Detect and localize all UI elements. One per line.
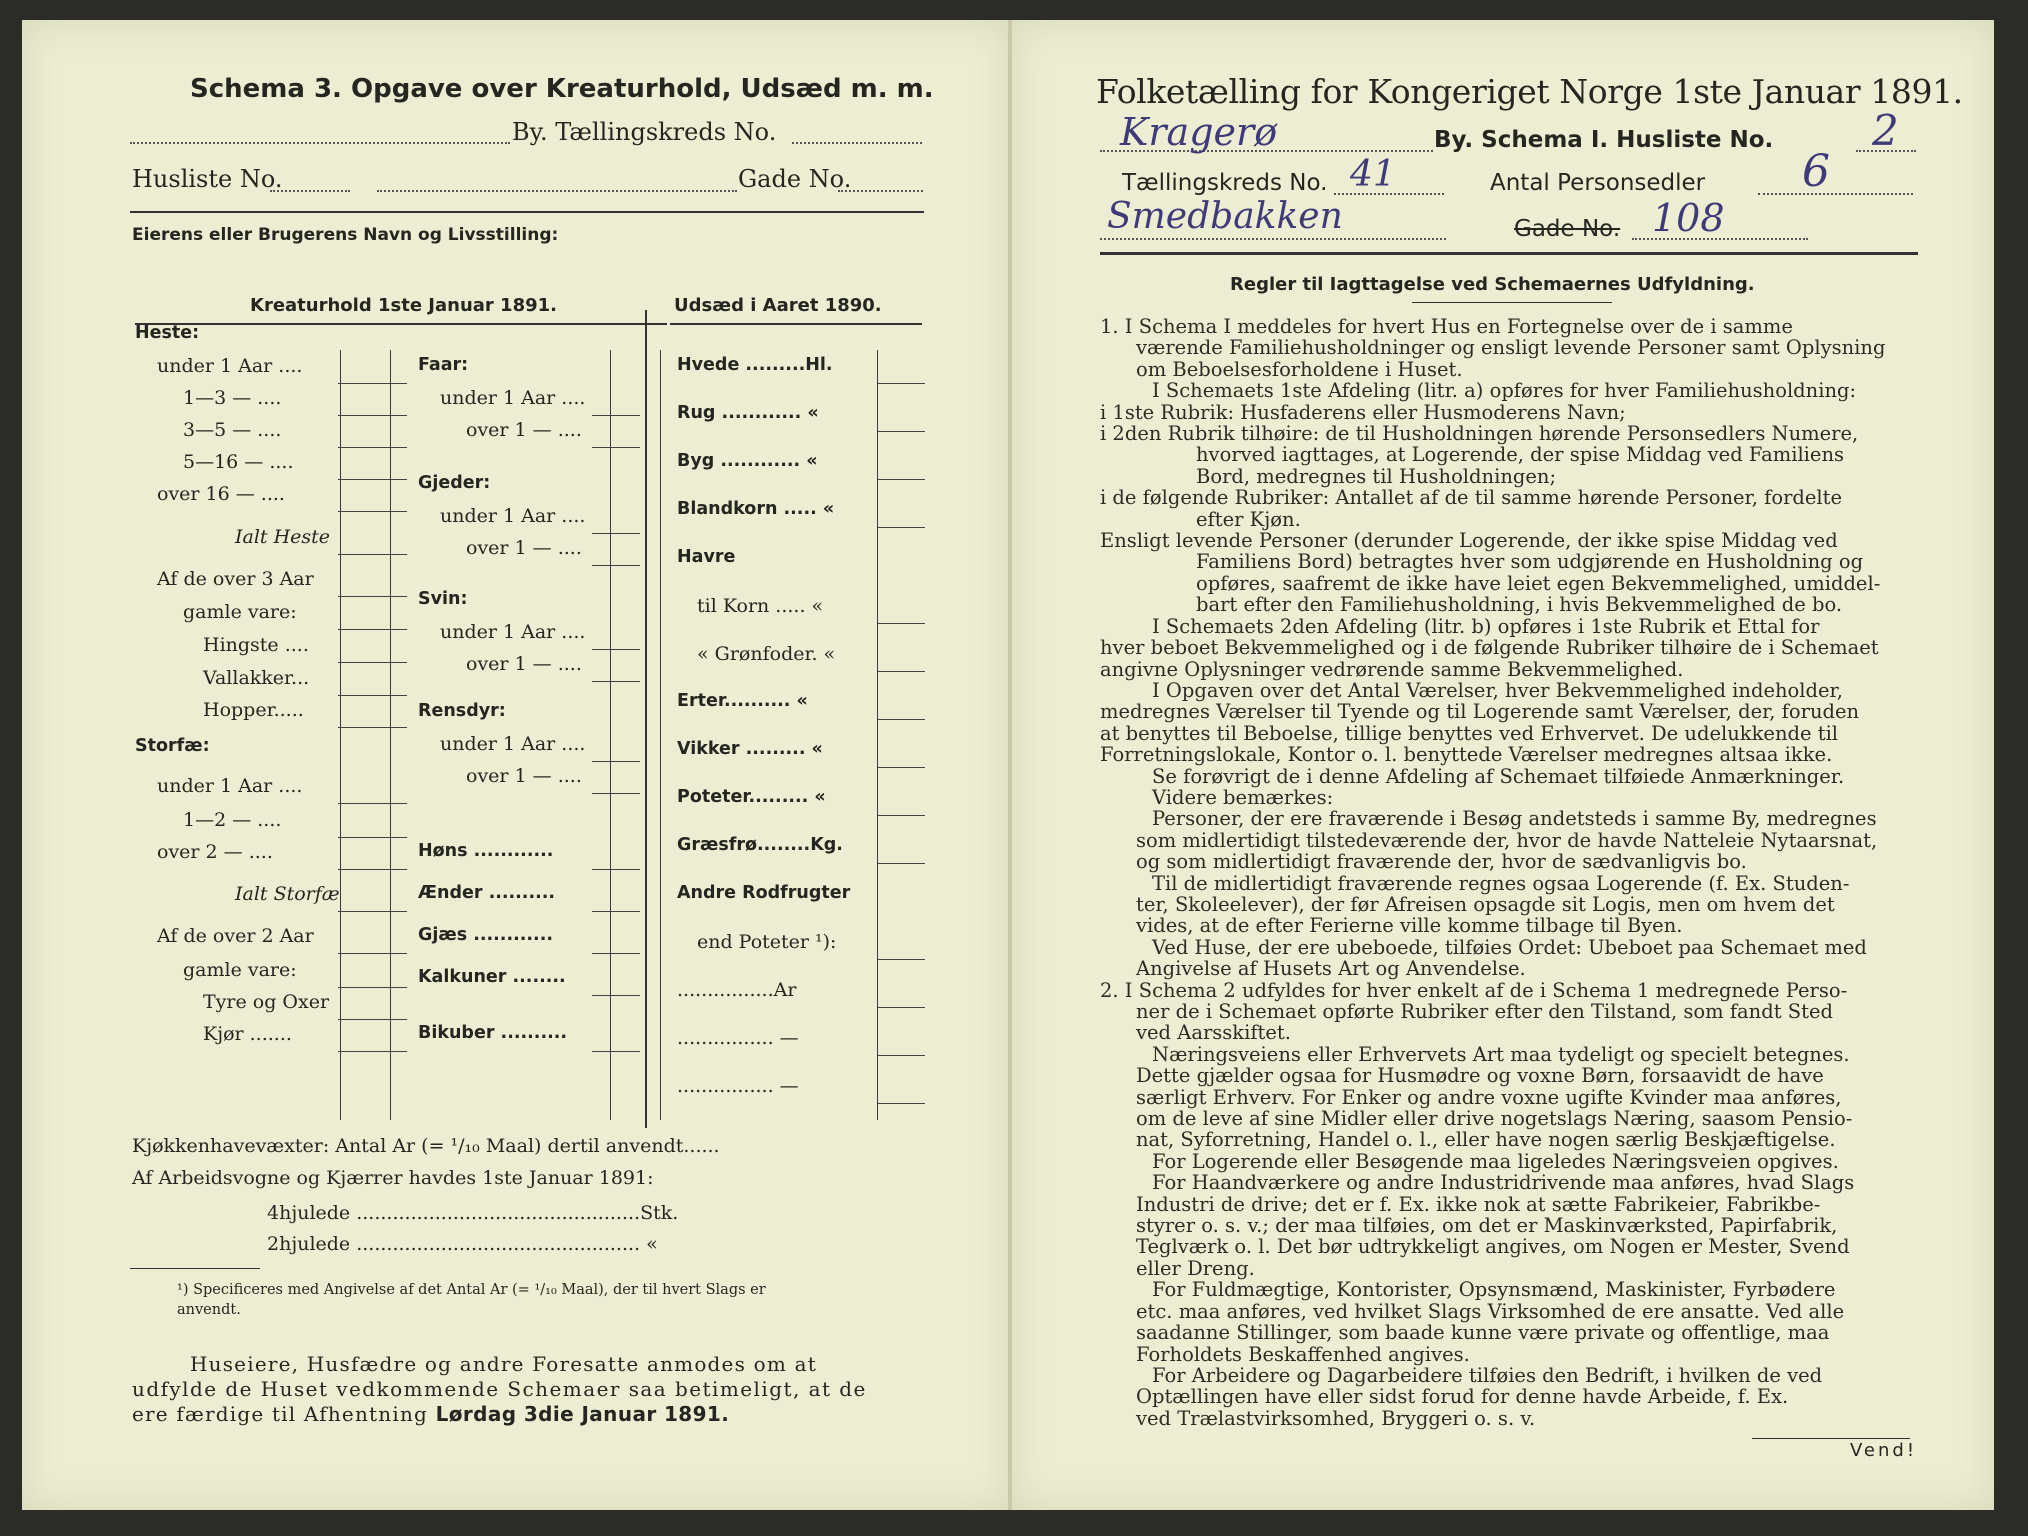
rule-line: For Fuldmægtige, Kontorister, Opsynsmænd, Maskinister, Fyrbødere [1152, 1278, 1836, 1302]
col1-label: Ialt Storfæ [235, 883, 340, 905]
col1-entry-blank [382, 511, 407, 512]
col3-label: Erter.......... « [677, 691, 808, 711]
col3-entry-blank [877, 959, 925, 960]
col3-label: « Grønfoder. « [697, 643, 836, 665]
rule-line: vides, at de efter Ferierne ville komme tilbage til Byen. [1136, 914, 1683, 938]
column-separator [390, 350, 391, 1120]
col2-label: under 1 Aar .... [440, 387, 586, 409]
taellingskreds-field-line [792, 142, 922, 144]
by-taellingskreds-label: By. Tællingskreds No. [512, 118, 777, 146]
closing-line-1: Huseiere, Husfædre og andre Foresatte anmodes om at [190, 1352, 817, 1376]
col2-label: Kalkuner ........ [418, 967, 566, 987]
col2-label: Bikuber .......... [418, 1023, 568, 1043]
col2-label: under 1 Aar .... [440, 505, 586, 527]
col1-entry-blank [382, 1051, 407, 1052]
col2-label: Svin: [418, 589, 468, 609]
table-divider [645, 310, 647, 1128]
col2-entry-blank [592, 649, 640, 650]
antal-field-line [1758, 193, 1913, 195]
rule-line: ved Trælastvirksomhed, Bryggeri o. s. v. [1136, 1406, 1536, 1430]
rule-line: I Schemaets 2den Afdeling (litr. b) opføres i 1ste Rubrik et Ettal for [1152, 614, 1820, 638]
regler-underline [1412, 302, 1612, 303]
col3-label: til Korn ..... « [697, 595, 824, 617]
udsaed-header: Udsæd i Aaret 1890. [674, 295, 882, 316]
street-field-line [377, 190, 737, 192]
handwritten-by: Kragerø [1120, 110, 1278, 154]
col1-entry-blank [338, 662, 383, 663]
header-rule [1100, 252, 1918, 255]
col1-entry-blank [382, 554, 407, 555]
gade-field-line [1100, 238, 1446, 240]
col1-label: Ialt Heste [235, 526, 331, 548]
col1-entry-blank [338, 727, 383, 728]
column-separator [660, 350, 661, 1120]
col1-entry-blank [338, 1019, 383, 1020]
footnote-line-1: ¹) Specificeres med Angivelse af det Antal Ar (= ¹/₁₀ Maal), der til hvert Slags er [177, 1282, 766, 1298]
col1-label: over 16 — .... [157, 483, 285, 505]
col1-label: Tyre og Oxer [203, 991, 330, 1013]
col1-label: 5—16 — .... [183, 451, 294, 473]
rule-line: Til de midlertidigt fraværende regnes ogsaa Logerende (f. Ex. Studen- [1152, 871, 1850, 895]
rule-line: som midlertidigt tilstedeværende der, hvor de havde Natteleie Nytaarsnat, [1136, 828, 1878, 852]
col3-entry-blank [877, 1103, 925, 1104]
closing-line-2: udfylde de Huset vedkommende Schemaer saa betimeligt, at de [132, 1377, 867, 1401]
rule-line: eller Dreng. [1136, 1256, 1255, 1280]
col3-label: Blandkorn ..... « [677, 499, 835, 519]
kreaturhold-underline [135, 323, 667, 325]
col3-entry-blank [877, 623, 925, 624]
col1-entry-blank [338, 554, 383, 555]
col1-label: Kjør ....... [203, 1023, 292, 1045]
col1-entry-blank [338, 511, 383, 512]
rule-line: Se forøvrigt de i denne Afdeling af Schemaet tilføiede Anmærkninger. [1152, 764, 1845, 788]
col2-entry-blank [592, 447, 640, 448]
rule-line: 1. I Schema I meddeles for hvert Hus en Fortegnelse over de i samme [1100, 315, 1793, 338]
husliste-field-line [270, 190, 350, 192]
handwritten-gade: Smedbakken [1107, 196, 1343, 237]
regler-title: Regler til Iagttagelse ved Schemaernes Udfyldning. [1230, 274, 1755, 295]
col2-entry-blank [592, 869, 640, 870]
col2-entry-blank [592, 1051, 640, 1052]
col1-label: gamle vare: [183, 601, 297, 623]
col3-entry-blank [877, 479, 925, 480]
col1-entry-blank [382, 629, 407, 630]
col1-entry-blank [382, 596, 407, 597]
rule-line: og som midlertidigt fraværende der, hvor de sædvanligvis bo. [1136, 850, 1747, 874]
col3-label: end Poteter ¹): [697, 931, 837, 953]
rule-line: For Logerende eller Besøgende maa ligeledes Næringsveien opgives. [1152, 1149, 1839, 1173]
column-separator [610, 350, 611, 1120]
col2-label: Gjeder: [418, 473, 491, 493]
col1-entry-blank [338, 415, 383, 416]
col2-label: over 1 — .... [466, 653, 582, 675]
rule-line: angivne Oplysninger vedrørende samme Bekvemmelighed. [1100, 657, 1684, 681]
left-page-schema-3 [22, 20, 1010, 1510]
footnote-line-2: anvendt. [177, 1302, 241, 1318]
rule-line: i 2den Rubrik tilhøire: de til Husholdningen hørende Personsedlers Numere, [1100, 422, 1859, 446]
col2-label: Faar: [418, 355, 469, 375]
col2-label: under 1 Aar .... [440, 621, 586, 643]
rule-line: Næringsveiens eller Erhvervets Art maa tydeligt og specielt betegnes. [1152, 1042, 1850, 1066]
col2-label: Gjæs ............ [418, 925, 553, 945]
col1-entry-blank [338, 383, 383, 384]
header-rule [130, 211, 924, 213]
col1-entry-blank [382, 803, 407, 804]
col1-label: 1—3 — .... [183, 387, 282, 409]
husliste-label: Husliste No. [132, 165, 283, 193]
col3-entry-blank [877, 527, 925, 528]
rule-line: Ved Huse, der ere ubeboede, tilføies Ordet: Ubeboet paa Schemaet med [1152, 935, 1867, 959]
col2-label: Høns ............ [418, 841, 554, 861]
handwritten-kreds-no: 41 [1350, 154, 1396, 195]
col1-entry-blank [382, 447, 407, 448]
rule-line: ved Aarsskiftet. [1136, 1021, 1291, 1045]
rule-line: værende Familiehusholdninger og ensligt levende Personer samt Oplysning [1136, 336, 1886, 360]
col1-label: under 1 Aar .... [157, 355, 303, 377]
rule-line: Personer, der ere fraværende i Besøg andetsteds i samme By, medregnes [1152, 807, 1877, 831]
handwritten-gade-no: 108 [1652, 196, 1725, 240]
rule-line: Teglværk o. l. Det bør udtrykkeligt angives, om Nogen er Mester, Svend [1136, 1235, 1850, 1259]
column-separator [340, 350, 341, 1120]
rule-line: i de følgende Rubriker: Antallet af de til samme hørende Personer, fordelte [1100, 486, 1843, 510]
rule-line: I Schemaets 1ste Afdeling (litr. a) opføres for hver Familiehusholdning: [1152, 379, 1857, 403]
col1-label: 1—2 — .... [183, 809, 282, 831]
col1-entry-blank [382, 1019, 407, 1020]
rule-line: Optællingen have eller sidst forud for denne havde Arbeide, f. Ex. [1136, 1385, 1789, 1409]
kjokkenhave-line [132, 1135, 720, 1157]
rule-line: For Arbeidere og Dagarbeidere tilføies den Bedrift, i hvilken de ved [1152, 1363, 1823, 1387]
antal-personsedler-label: Antal Personsedler [1490, 170, 1706, 196]
col1-label: Af de over 3 Aar [157, 568, 314, 590]
rule-line: Forretningslokale, Kontor o. l. benyttede Værelser medregnes altsaa ikke. [1100, 743, 1833, 767]
col2-label: over 1 — .... [466, 765, 582, 787]
col1-label: Hopper..... [203, 699, 304, 721]
owner-label: Eierens eller Brugerens Navn og Livsstilling: [132, 225, 559, 245]
col1-entry-blank [338, 953, 383, 954]
col3-label: ................Ar [677, 979, 797, 1001]
column-separator [877, 350, 878, 1120]
tohjulede-line: 2hjulede ............................................... « [267, 1233, 658, 1255]
col1-entry-blank [382, 479, 407, 480]
rule-line: I Opgaven over det Antal Værelser, hver Bekvemmelighed indeholder, [1152, 678, 1843, 702]
gade-label: Gade No. [738, 165, 852, 193]
col3-label: Hvede .........Hl. [677, 355, 833, 375]
rule-line: Angivelse af Husets Art og Anvendelse. [1136, 957, 1526, 981]
col2-entry-blank [592, 793, 640, 794]
census-title: Folketælling for Kongeriget Norge 1ste Januar 1891. [1096, 72, 1963, 111]
col1-entry-blank [382, 837, 407, 838]
col2-label: Ænder .......... [418, 883, 556, 903]
vend-label: Vend! [1850, 1440, 1918, 1461]
taellingskreds-label: Tællingskreds No. [1122, 170, 1328, 196]
col3-entry-blank [877, 431, 925, 432]
col1-entry-blank [382, 662, 407, 663]
col3-label: ................ — [677, 1027, 799, 1049]
col2-entry-blank [592, 681, 640, 682]
col1-entry-blank [338, 869, 383, 870]
rule-line: særligt Erhverv. For Enker og andre voxne ugifte Kvinder maa anføres, [1136, 1085, 1842, 1109]
col1-entry-blank [382, 953, 407, 954]
col2-entry-blank [592, 761, 640, 762]
arbeidsvogne-line: Af Arbeidsvogne og Kjærrer havdes 1ste Januar 1891: [132, 1167, 654, 1189]
col2-entry-blank [592, 565, 640, 566]
col2-label: over 1 — .... [466, 419, 582, 441]
rule-line: saadanne Stillinger, som baade kunne være private og offentlige, maa [1136, 1321, 1830, 1345]
rule-line: medregnes Værelser til Tyende og til Logerende samt Værelser, der, foruden [1100, 700, 1860, 724]
rule-line: at benyttes til Beboelse, tillige benyttes ved Erhvervet. De udelukkende til [1100, 721, 1839, 745]
handwritten-husliste-no: 2 [1872, 106, 1899, 155]
col1-entry-blank [382, 727, 407, 728]
col3-entry-blank [877, 767, 925, 768]
col3-label: Græsfrø........Kg. [677, 835, 843, 855]
col1-entry-blank [338, 837, 383, 838]
rule-line: Industri de drive; det er f. Ex. ikke nok at sætte Fabrikeier, Fabrikbe- [1136, 1192, 1821, 1216]
rule-line: Videre bemærkes: [1152, 785, 1334, 809]
schema3-title: Schema 3. Opgave over Kreaturhold, Udsæd m. m. [190, 74, 934, 104]
gade-label: Gade No. [1514, 216, 1621, 242]
col2-label: under 1 Aar .... [440, 733, 586, 755]
rule-line: om de leve af sine Midler eller drive nogetslags Næring, saasom Pensio- [1136, 1107, 1853, 1131]
rule-line: Bord, medregnes til Husholdningen; [1196, 464, 1557, 488]
col1-entry-blank [338, 447, 383, 448]
col2-label: over 1 — .... [466, 537, 582, 559]
col1-label: gamle vare: [183, 959, 297, 981]
handwritten-antal: 6 [1802, 146, 1830, 197]
col2-entry-blank [592, 533, 640, 534]
rule-line: i 1ste Rubrik: Husfaderens eller Husmoderens Navn; [1100, 400, 1626, 424]
col3-label: Rug ............ « [677, 403, 819, 423]
col3-label: Havre [677, 547, 736, 567]
rule-line: Familiens Bord) betragtes hver som udgjørende en Husholdning og [1196, 550, 1864, 574]
col1-label: Storfæ: [135, 736, 210, 756]
rule-line: ter, Skoleelever), der før Afreisen opsagde sit Logis, men om hvem det [1136, 892, 1835, 916]
col1-entry-blank [338, 596, 383, 597]
col1-label: 3—5 — .... [183, 419, 282, 441]
col1-label: under 1 Aar .... [157, 775, 303, 797]
col1-entry-blank [338, 479, 383, 480]
rule-line: For Haandværkere og andre Industridrivende maa anføres, hvad Slags [1152, 1171, 1855, 1195]
footnote-rule [130, 1268, 260, 1269]
col2-entry-blank [592, 911, 640, 912]
by-schema-husliste-label: By. Schema I. Husliste No. [1434, 127, 1774, 153]
col2-entry-blank [592, 415, 640, 416]
by-field-line [130, 142, 510, 144]
rule-line: nat, Syforretning, Handel o. l., eller have nogen særlig Beskjæftigelse. [1136, 1128, 1836, 1152]
col1-label: Af de over 2 Aar [157, 925, 314, 947]
col1-entry-blank [338, 911, 383, 912]
col3-label: Poteter......... « [677, 787, 826, 807]
col3-entry-blank [877, 815, 925, 816]
col1-entry-blank [338, 1051, 383, 1052]
rule-line: Dette gjælder ogsaa for Husmødre og voxne Børn, forsaavidt de have [1136, 1064, 1824, 1088]
rule-line: styrer o. s. v.; der maa tilføies, om det er Maskinværksted, Papirfabrik, [1136, 1214, 1838, 1238]
rule-line: ner de i Schemaet opførte Rubriker efter den Tilstand, som fandt Sted [1136, 1000, 1833, 1023]
col1-label: Hingste .... [203, 634, 309, 656]
rule-line: hvorved iagttages, at Logerende, der spise Middag ved Familiens [1196, 443, 1845, 467]
rule-line: om Beboelsesforholdene i Huset. [1136, 357, 1463, 381]
closing-pickup-date: Lørdag 3die Januar 1891. [435, 1402, 730, 1426]
firehjulede-line: 4hjulede ...............................................Stk. [267, 1202, 679, 1224]
kjokkenhave-text: Kjøkkenhavevæxter: Antal Ar (= ¹/₁₀ Maal) dertil anvendt...... [132, 1135, 720, 1157]
col1-entry-blank [382, 987, 407, 988]
closing-line-3 [132, 1402, 729, 1426]
rules-text [1100, 316, 1946, 1429]
rule-line: bart efter den Familiehusholdning, i hvis Bekvemmelighed de bo. [1196, 593, 1843, 617]
rule-line: 2. I Schema 2 udfyldes for hver enkelt af de i Schema 1 medregnede Perso- [1100, 978, 1848, 1002]
col3-label: ................ — [677, 1075, 799, 1097]
vend-rule [1752, 1438, 1910, 1439]
col1-entry-blank [382, 383, 407, 384]
col3-entry-blank [877, 863, 925, 864]
col1-label: over 2 — .... [157, 841, 273, 863]
col3-label: Vikker ......... « [677, 739, 823, 759]
rule-line: Ensligt levende Personer (derunder Logerende, der ikke spise Middag ved [1100, 529, 1838, 553]
col1-entry-blank [382, 415, 407, 416]
col3-entry-blank [877, 383, 925, 384]
col1-entry-blank [338, 803, 383, 804]
col1-label: Vallakker... [203, 667, 310, 689]
col3-entry-blank [877, 1055, 925, 1056]
col2-label: Rensdyr: [418, 701, 506, 721]
col1-entry-blank [382, 869, 407, 870]
col2-entry-blank [592, 995, 640, 996]
rule-line: opføres, saafremt de ikke have leiet egen Bekvemmelighed, umiddel- [1196, 571, 1881, 595]
col1-label: Heste: [135, 323, 200, 343]
kreaturhold-header: Kreaturhold 1ste Januar 1891. [250, 295, 557, 316]
rule-line: etc. maa anføres, ved hvilket Slags Virksomhed de ere ansatte. Ved alle [1136, 1299, 1845, 1323]
rule-line: Forholdets Beskaffenhed angives. [1136, 1342, 1470, 1366]
udsaed-underline [670, 323, 922, 325]
col1-entry-blank [338, 695, 383, 696]
col1-entry-blank [382, 695, 407, 696]
col2-entry-blank [592, 953, 640, 954]
col1-entry-blank [338, 987, 383, 988]
right-page-schema-1 [1012, 20, 1994, 1510]
gade-no-field-line [838, 190, 923, 192]
rule-line: hver beboet Bekvemmelighed og i de følgende Rubriker tilhøire de i Schemaet [1100, 636, 1879, 660]
col3-entry-blank [877, 1007, 925, 1008]
col3-entry-blank [877, 671, 925, 672]
col3-label: Andre Rodfrugter [677, 883, 851, 903]
col3-entry-blank [877, 719, 925, 720]
rule-line: efter Kjøn. [1196, 507, 1301, 531]
col1-entry-blank [338, 629, 383, 630]
col3-label: Byg ............ « [677, 451, 818, 471]
closing-line-3-start: ere færdige til Afhentning [132, 1402, 436, 1426]
col1-entry-blank [382, 911, 407, 912]
